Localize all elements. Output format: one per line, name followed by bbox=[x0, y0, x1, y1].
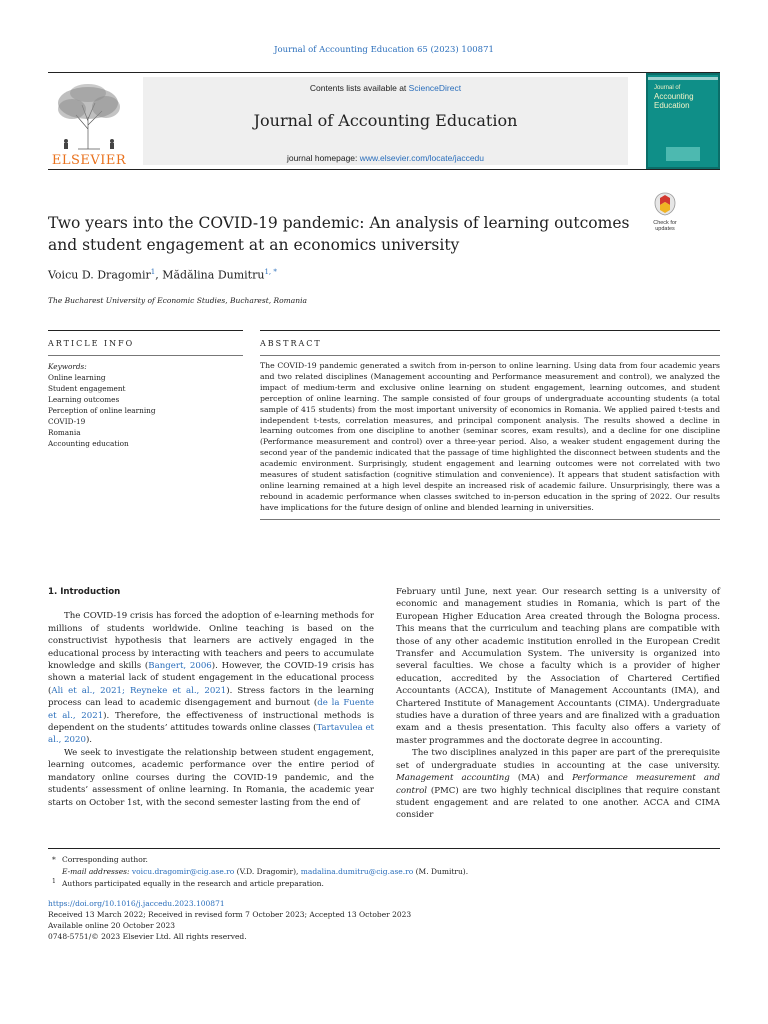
discipline-name: Management accounting bbox=[396, 773, 510, 784]
check-for-updates-button[interactable] bbox=[646, 192, 684, 232]
keywords-box bbox=[48, 355, 243, 449]
reference-link[interactable]: de la Fuente et al., 2021 bbox=[48, 698, 374, 721]
reference-link[interactable]: Bangert, 2006 bbox=[148, 661, 212, 672]
author-list bbox=[48, 268, 277, 282]
article-history: Received 13 March 2022; Received in revised form 7 October 2023; Accepted 13 October 2023 bbox=[48, 910, 412, 919]
keyword-item: Student engagement bbox=[48, 384, 126, 393]
email-link[interactable]: voicu.dragomir@cig.ase.ro bbox=[131, 867, 235, 876]
abstract-section bbox=[260, 330, 720, 520]
cover-title bbox=[654, 85, 714, 110]
footnote-mark: 1 bbox=[52, 878, 56, 885]
author-affiliation: The Bucharest University of Economic Studies, Bucharest, Romania bbox=[48, 296, 307, 305]
paragraph-text: (PMC) are two highly technical disciplines that require constant student engagement and are related to one another. ACCA and CIMA consider bbox=[396, 785, 720, 821]
cover-title-line-2: Accounting bbox=[654, 92, 694, 101]
homepage-prefix: journal homepage: bbox=[286, 153, 360, 163]
footnote-text: Authors participated equally in the research and article preparation. bbox=[62, 879, 324, 888]
cover-footer-block bbox=[666, 147, 700, 161]
paragraph-text: ). bbox=[85, 735, 93, 746]
author-name[interactable]: Voicu D. Dragomir bbox=[48, 268, 151, 282]
affiliation-marker[interactable]: 1 bbox=[150, 268, 156, 276]
footnote-corresponding bbox=[48, 854, 720, 866]
reference-link[interactable]: Ali et al., 2021; Reyneke et al., 2021 bbox=[51, 685, 227, 696]
footnote-equal-contribution bbox=[48, 878, 720, 890]
footnotes bbox=[48, 848, 720, 890]
section-heading-introduction: 1. Introduction bbox=[48, 587, 121, 597]
keyword-item: Online learning bbox=[48, 373, 106, 382]
article-info-section bbox=[48, 330, 243, 449]
author-separator: , bbox=[155, 268, 163, 282]
body-paragraph: We seek to investigate the relationship between student engagement, learning outcomes, academic performance over the entire period of mandatory online courses during the COVID-19 pandemic, and the students’ assessment of online learning. In Romania, the academic year starts on October 1st, with the second semester lasting from the end of bbox=[48, 747, 374, 808]
check-updates-icon bbox=[654, 192, 676, 216]
journal-masthead bbox=[48, 72, 720, 170]
contents-prefix: Contents lists available at bbox=[309, 83, 409, 93]
paragraph-text: The COVID-19 crisis has forced the adoption of e-learning methods for millions of students worldwide. Online teaching is based on the constructivist hypothesis that learners are actively engaged in the educational process by interacting with teachers and peers to accumulate knowledge and skills ( bbox=[48, 611, 374, 672]
check-updates-label-2: updates bbox=[655, 226, 675, 232]
keyword-item: Accounting education bbox=[48, 439, 129, 448]
article-title: Two years into the COVID-19 pandemic: An analysis of learning outcomes and student engagement at an economics university bbox=[48, 214, 630, 254]
keywords-label: Keywords: bbox=[48, 362, 87, 371]
affiliation-marker[interactable]: 1, * bbox=[264, 268, 277, 276]
discipline-name: Performance measurement and control bbox=[396, 773, 720, 796]
keyword-item: Learning outcomes bbox=[48, 395, 120, 404]
paragraph-text: ). Stress factors in the learning process can lead to academic disengagement and burnout ( bbox=[48, 685, 374, 709]
cover-title-line-1: Journal of bbox=[654, 85, 681, 91]
article-info-heading: ARTICLE INFO bbox=[48, 339, 135, 348]
email-link[interactable]: madalina.dumitru@cig.ase.ro bbox=[300, 867, 414, 876]
paragraph-text: The two disciplines analyzed in this paper are part of the prerequisite set of undergraduate studies in accounting at the case university. bbox=[396, 748, 720, 771]
email-owner: (V.D. Dragomir), bbox=[234, 867, 301, 876]
journal-citation-link[interactable]: Journal of Accounting Education 65 (2023) 100871 bbox=[274, 45, 494, 55]
body-paragraph bbox=[396, 747, 720, 821]
publication-info bbox=[48, 898, 720, 942]
email-owner: (M. Dumitru). bbox=[413, 867, 469, 876]
footnote-text: Corresponding author. bbox=[62, 855, 148, 864]
body-paragraph bbox=[48, 610, 374, 746]
paragraph-text: ). Therefore, the effectiveness of instructional methods is dependent on the students’ attitudes towards online classes ( bbox=[48, 710, 374, 734]
check-updates-label-1: Check for bbox=[653, 220, 677, 226]
reference-link[interactable]: Tartavulea et al., 2020 bbox=[48, 723, 374, 746]
journal-homepage-line bbox=[143, 153, 628, 163]
email-label: E-mail addresses: bbox=[62, 867, 130, 876]
footnote-mark: * bbox=[52, 855, 56, 864]
abstract-text: The COVID-19 pandemic generated a switch from in-person to online learning. Using data from four academic years and two related disciplines (Management accounting and Performance measurement and control), we analyzed the impact of medium-term and exclusive online learning on student engagement, learning outcomes, and student perception of online learning. The sample consisted of four groups of undergraduate accounting students (a total sample of 415 students) from the most important university of economics in Romania. We applied paired t-tests and independent t-tests, correlation measures, and principal component analysis. The results showed a decline in learning outcomes from one discipline to another (seminar scores, exam results), and a decline for one discipline (Performance measurement and control) over a three-year period. Also, a weaker student engagement during the second year of the pandemic indicated that the passage of time highlighted the disconnect between students and the academic environment. Surprisingly, student engagement and learning outcomes were not correlated with two measures of student satisfaction (cognitive stimulation and convenience). It appears that student satisfaction with online learning remained at a high level despite an increased risk of academic failure. Unsurprisingly, there was a rebound in academic performance when classes switched to in-person education in the spring of 2022. Our results have implications for the future design of online and blended learning in universities. bbox=[260, 355, 720, 520]
cover-stripe bbox=[648, 77, 718, 80]
body-column-left bbox=[48, 586, 374, 809]
publisher-name: ELSEVIER bbox=[51, 153, 127, 168]
masthead-center-panel bbox=[143, 77, 628, 165]
keyword-item: COVID-19 bbox=[48, 417, 86, 426]
journal-title: Journal of Accounting Education bbox=[253, 111, 518, 130]
body-paragraph: February until June, next year. Our research setting is a university of economic and management studies in Romania, which is part of the European Higher Education Area created through the Bologna process. This means that the curriculum and teaching plans are compatible with those of any other academic institution enrolled in the European Credit Transfer and Accumulation System. The university is organized into several faculties. We chose a faculty which is a provider of higher education, accredited by the Association of Chartered Certified Accountants (ACCA), Institute of Management Accountants (IMA), and Chartered Institute of Management Accountants (CIMA). Undergraduate studies have a duration of three years and are finalized with a graduation exam and a thesis presentation. This faculty also offers a variety of master programmes and the doctorate degree in accounting. bbox=[396, 587, 720, 746]
journal-homepage-link[interactable]: www.elsevier.com/locate/jaccedu bbox=[359, 153, 485, 163]
paragraph-text: ). However, the COVID-19 crisis has shown a material lack of student engagement in the educational process ( bbox=[48, 661, 374, 696]
cover-title-line-3: Education bbox=[654, 101, 690, 110]
available-online-date: Available online 20 October 2023 bbox=[48, 921, 176, 930]
keyword-item: Romania bbox=[48, 428, 81, 437]
contents-available-line bbox=[143, 83, 628, 93]
copyright-notice: 0748-5751/© 2023 Elsevier Ltd. All rights reserved. bbox=[48, 932, 247, 941]
doi-link[interactable]: https://doi.org/10.1016/j.jaccedu.2023.100871 bbox=[48, 899, 225, 908]
sciencedirect-link[interactable]: ScienceDirect bbox=[408, 83, 462, 93]
body-column-right bbox=[396, 586, 720, 822]
journal-cover-thumbnail bbox=[646, 73, 720, 169]
footnote-emails bbox=[48, 866, 720, 878]
abstract-heading: ABSTRACT bbox=[260, 339, 322, 348]
paragraph-text: (MA) and bbox=[509, 773, 573, 784]
keyword-item: Perception of online learning bbox=[48, 406, 156, 415]
author-name[interactable]: Mădălina Dumitru bbox=[162, 268, 265, 282]
